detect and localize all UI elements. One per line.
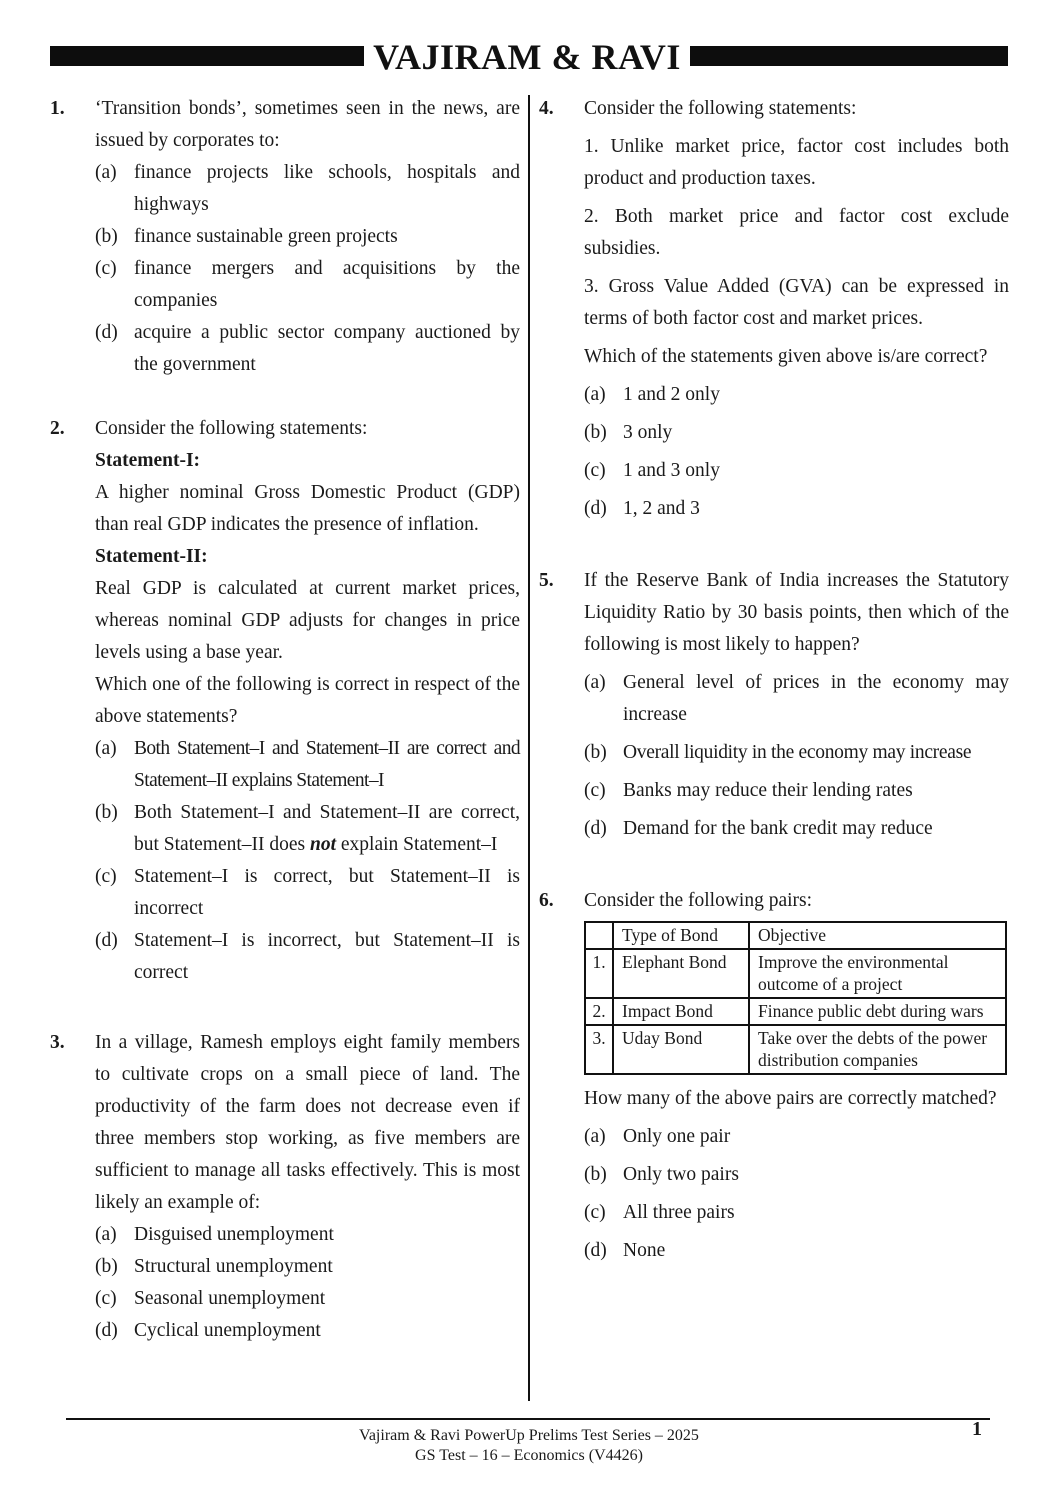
question-4: [539, 93, 1009, 525]
option-label: (b): [584, 742, 607, 763]
option-label: (d): [584, 818, 607, 839]
table-header-cell: Type of Bond: [613, 922, 749, 949]
table-cell-number: 3.: [585, 1025, 613, 1074]
option-text: acquire a public sector company auctioned by the government: [134, 322, 520, 375]
option-b[interactable]: [95, 1251, 520, 1283]
question-intro: Consider the following statements:: [584, 98, 857, 119]
option-text: [134, 802, 520, 855]
header-bar-right: [690, 46, 1008, 66]
statement-3: 3. Gross Value Added (GVA) can be expressed in terms of both factor cost and market prices.: [584, 276, 1009, 329]
question-text: Which one of the following is correct in respect of the above statements?: [95, 674, 520, 727]
option-c[interactable]: [95, 253, 520, 317]
column-divider: [528, 95, 530, 1401]
option-c[interactable]: [584, 455, 1009, 487]
option-b[interactable]: [584, 1159, 1009, 1191]
option-text: All three pairs: [623, 1202, 735, 1223]
question-text: If the Reserve Bank of India increases the Statutory Liquidity Ratio by 30 basis points, then which of the following is most likely to happen?: [584, 570, 1009, 655]
statement-2: 2. Both market price and factor cost exclude subsidies.: [584, 206, 1009, 259]
statement-1-heading: Statement-I:: [95, 450, 201, 471]
question-6: [539, 885, 1009, 1267]
option-a[interactable]: [95, 1219, 520, 1251]
option-a[interactable]: [584, 379, 1009, 411]
table-row: [585, 1025, 1006, 1074]
option-label: (b): [584, 422, 607, 443]
option-label: (a): [584, 672, 606, 693]
question-number: 5.: [539, 570, 554, 591]
footer-series: Vajiram & Ravi PowerUp Prelims Test Series – 2025: [359, 1427, 699, 1444]
footer-rule: [66, 1418, 990, 1420]
option-text: finance sustainable green projects: [134, 226, 398, 247]
page-number: 1: [972, 1418, 982, 1440]
right-column: [539, 93, 1009, 1267]
question-intro: Consider the following statements:: [95, 418, 368, 439]
option-d[interactable]: [584, 493, 1009, 525]
option-label: (d): [95, 1320, 118, 1341]
option-label: (d): [95, 930, 118, 951]
table-cell-type: Elephant Bond: [613, 949, 749, 998]
question-text: How many of the above pairs are correctly matched?: [584, 1088, 997, 1109]
option-b[interactable]: [95, 797, 520, 861]
option-label: (b): [95, 1256, 118, 1277]
option-b[interactable]: [95, 221, 520, 253]
option-text: 1 and 2 only: [623, 384, 720, 405]
option-c[interactable]: [95, 861, 520, 925]
option-d[interactable]: [584, 813, 1009, 845]
table-cell-number: 1.: [585, 949, 613, 998]
option-text: General level of prices in the economy may increase: [623, 672, 1009, 725]
footer-test: GS Test – 16 – Economics (V4426): [415, 1447, 643, 1464]
option-text: Overall liquidity in the economy may increase: [623, 742, 972, 763]
table-row: [585, 998, 1006, 1025]
option-text: Statement–I is correct, but Statement–II is incorrect: [134, 866, 520, 919]
option-a[interactable]: [95, 733, 520, 797]
table-row: [585, 949, 1006, 998]
table-cell-objective: Take over the debts of the power distribution companies: [749, 1025, 1006, 1074]
question-3: [50, 1027, 520, 1347]
option-label: (b): [95, 802, 118, 823]
option-label: (c): [584, 1202, 606, 1223]
question-number: 4.: [539, 98, 554, 119]
statement-2-text: Real GDP is calculated at current market prices, whereas nominal GDP adjusts for changes in price levels using a base year.: [95, 578, 520, 663]
option-label: (b): [584, 1164, 607, 1185]
option-label: (c): [584, 460, 606, 481]
option-d[interactable]: [95, 317, 520, 381]
option-d[interactable]: [95, 925, 520, 989]
option-label: (d): [584, 498, 607, 519]
option-label: (d): [584, 1240, 607, 1261]
option-text: finance projects like schools, hospitals and highways: [134, 162, 520, 215]
option-a[interactable]: [584, 1121, 1009, 1153]
statement-2-heading: Statement-II:: [95, 546, 208, 567]
option-label: (c): [95, 258, 117, 279]
option-text: finance mergers and acquisitions by the companies: [134, 258, 520, 311]
option-text: Disguised unemployment: [134, 1224, 334, 1245]
table-cell-objective: Finance public debt during wars: [749, 998, 1006, 1025]
question-intro: Consider the following pairs:: [584, 890, 813, 911]
page-footer: [0, 1426, 1058, 1466]
option-d[interactable]: [95, 1315, 520, 1347]
option-text: 1 and 3 only: [623, 460, 720, 481]
option-text: Only one pair: [623, 1126, 731, 1147]
option-c[interactable]: [584, 775, 1009, 807]
option-b[interactable]: [584, 737, 1009, 769]
question-number: 1.: [50, 98, 65, 119]
option-text: Structural unemployment: [134, 1256, 333, 1277]
option-label: (d): [95, 322, 118, 343]
option-label: (a): [95, 1224, 117, 1245]
option-text: Demand for the bank credit may reduce: [623, 818, 933, 839]
option-text: Only two pairs: [623, 1164, 739, 1185]
option-text-before: Both Statement–I and Statement–II are correct, but Statement–II does: [134, 802, 520, 855]
statement-1-text: A higher nominal Gross Domestic Product (GDP) than real GDP indicates the presence of inflation.: [95, 482, 520, 535]
option-c[interactable]: [95, 1283, 520, 1315]
option-label: (a): [584, 1126, 606, 1147]
question-number: 3.: [50, 1032, 65, 1053]
table-cell-objective: Improve the environmental outcome of a project: [749, 949, 1006, 998]
option-text: Seasonal unemployment: [134, 1288, 326, 1309]
option-label: (a): [95, 738, 117, 759]
table-header-cell: [585, 922, 613, 949]
question-text: In a village, Ramesh employs eight family members to cultivate crops on a small piece of land. The productivity of the farm does not decrease even if three members stop working, as five members are sufficient to manage all tasks effectively. This is most likely an example of:: [95, 1032, 520, 1213]
option-d[interactable]: [584, 1235, 1009, 1267]
option-text: Cyclical unemployment: [134, 1320, 321, 1341]
option-label: (c): [95, 866, 117, 887]
option-text: Both Statement–I and Statement–II are correct and Statement–II explains Statement–I: [134, 738, 520, 791]
option-a[interactable]: [584, 667, 1009, 731]
option-text: None: [623, 1240, 666, 1261]
option-label: (c): [95, 1288, 117, 1309]
option-text: Banks may reduce their lending rates: [623, 780, 913, 801]
table-cell-type: Uday Bond: [613, 1025, 749, 1074]
brand-title: VAJIRAM & RAVI: [373, 37, 681, 77]
table-cell-type: Impact Bond: [613, 998, 749, 1025]
option-text: 1, 2 and 3: [623, 498, 700, 519]
option-label: (a): [584, 384, 606, 405]
question-5: [539, 565, 1009, 845]
option-a[interactable]: [95, 157, 520, 221]
page-header: [50, 38, 1008, 76]
option-text: 3 only: [623, 422, 673, 443]
header-bar-left: [50, 46, 364, 66]
question-text: Which of the statements given above is/are correct?: [584, 346, 988, 367]
question-text: ‘Transition bonds’, sometimes seen in the news, are issued by corporates to:: [95, 98, 520, 151]
question-2: [50, 413, 520, 989]
option-text: Statement–I is incorrect, but Statement–II is correct: [134, 930, 520, 983]
option-label: (a): [95, 162, 117, 183]
question-number: 2.: [50, 418, 65, 439]
emphasis-not: not: [310, 834, 337, 855]
question-number: 6.: [539, 890, 554, 911]
option-label: (c): [584, 780, 606, 801]
question-1: [50, 93, 520, 381]
option-label: (b): [95, 226, 118, 247]
pairs-table: [584, 921, 1007, 1075]
option-c[interactable]: [584, 1197, 1009, 1229]
left-column: [50, 93, 520, 1347]
statement-1: 1. Unlike market price, factor cost includes both product and production taxes.: [584, 136, 1009, 189]
option-text-after: explain Statement–I: [336, 834, 498, 855]
option-b[interactable]: [584, 417, 1009, 449]
table-cell-number: 2.: [585, 998, 613, 1025]
table-header-cell: Objective: [749, 922, 1006, 949]
table-header-row: [585, 922, 1006, 949]
